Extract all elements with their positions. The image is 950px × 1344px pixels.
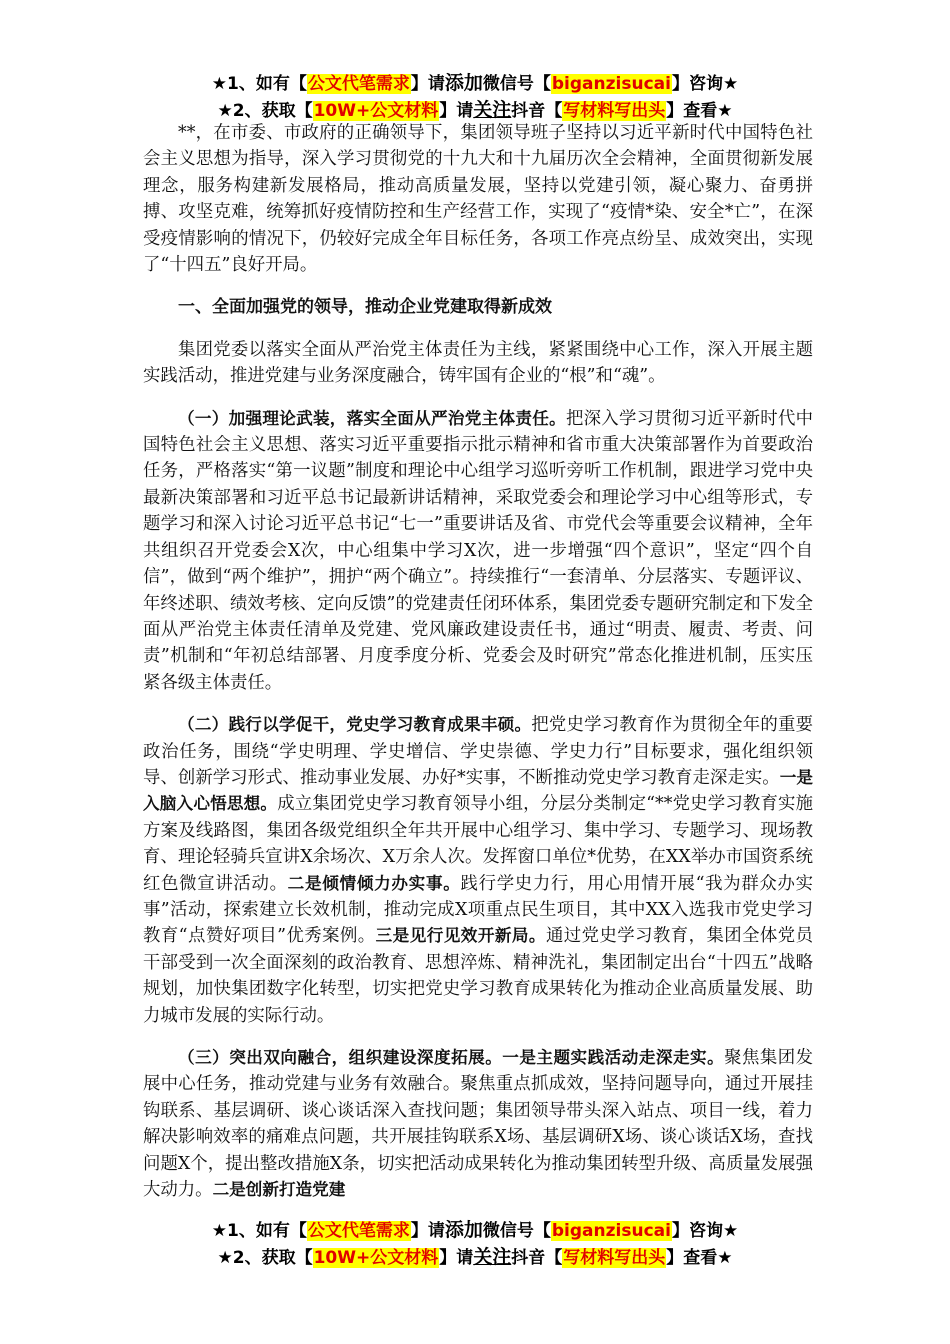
highlight-service: 公文代笔需求 (307, 1221, 410, 1241)
intro-paragraph: **，在市委、市政府的正确领导下，集团领导班子坚持以习近平新时代中国特色社会主义思想为指导，深入学习贯彻党的十九大和十九届历次全会精神，全面贯彻新发展理念，服务构建新发展格局，推动高质量发展，坚持以党建引领，凝心聚力、奋勇拼搏、攻坚克难，统筹抓好疫情防控和生产经营工作，实现了“疫情*染、安全*亡”，在深受疫情影响的情况下，仍较好完成全年目标任务，各项工作亮点纷呈、成效突出，实现了“十四五”良好开局。 (143, 123, 813, 276)
promo-line-2: ★2、获取【10W+公文材料】请关注抖音【写材料写出头】查看★ (217, 99, 733, 121)
highlight-materials: 10W+公文材料 (313, 101, 439, 121)
subsection-1: （一）加强理论武装，落实全面从严治党主体责任。把深入学习贯彻习近平新时代中国特色社会主义思想、落实习近平重要指示批示精神和省市重大决策部署作为首要政治任务，严格落实“第一议题”制度和理论中心组学习巡听旁听工作机制，跟进学习党中央最新决策部署和习近平总书记最新讲话精神，采取党委会和理论学习中心组等形式，专题学习和深入讨论习近平总书记“七一”重要讲话及省、市党代会等重要会议精神，全年共组织召开党委会X次，中心组集中学习X次，进一步增强“四个意识”，坚定“四个自信”，做到“两个维护”，拥护“两个确立”。持续推行“一套清单、分层落实、专题评议、年终述职、绩效考核、定向反馈”的党建责任闭环体系，集团党委专题研究制定和下发全面从严治党主体责任清单及党建、党风廉政建设责任书，通过“明责、履责、考责、问责”机制和“年初总结部署、月度季度分析、党委会及时研究”常态化推进机制，压实压紧各级主体责任。 (143, 408, 813, 693)
promo-line-1: ★1、如有【公文代笔需求】请添加微信号【biganzisucai】咨询★ (211, 72, 739, 94)
subsection-title: （二）践行以学促干，党史学习教育成果丰硕。 (178, 715, 532, 735)
subsection-3: （三）突出双向融合，组织建设深度拓展。一是主题实践活动走深走实。聚焦集团发展中心任务，推动党建与业务有效融合。聚焦重点抓成效，坚持问题导向，通过开展挂钩联系、基层调研、谈心谈话深入查找问题；集团领导带头深入站点、项目一线，着力解决影响效率的痛难点问题，共开展挂钩联系X场、基层调研X场、谈心谈话X场，查找问题X个，提出整改措施X条，切实把活动成果转化为推动集团转型升级、高质量发展强大动力。二是创新打造党建 (143, 1048, 814, 1201)
highlight-materials: 10W+公文材料 (313, 1248, 439, 1268)
subsection-title: （三）突出双向融合，组织建设深度拓展。 (178, 1048, 503, 1067)
section-paragraph: 集团党委以落实全面从严治党主体责任为主线，紧紧围绕中心工作，深入开展主题实践活动，推进党建与业务深度融合，铸牢国有企业的“根”和“魂”。 (143, 339, 813, 387)
promo-banner-bottom (0, 1217, 950, 1271)
douyin-account[interactable]: 写材料写出头 (563, 1248, 666, 1268)
promo-banner-top (0, 70, 950, 124)
section-heading: 一、全面加强党的领导，推动企业党建取得新成效 (178, 297, 552, 318)
highlight-service: 公文代笔需求 (307, 74, 410, 94)
subsection-2: （二）践行以学促干，党史学习教育成果丰硕。把党史学习教育作为贯彻全年的重要政治任务，围绕“学史明理、学史增信、学史崇德、学史力行”目标要求，强化组织领导、创新学习形式、推动事业发展、办好*实事，不断推动党史学习教育走深走实。一是入脑入心悟思想。成立集团党史学习教育领导小组，分层分类制定“**党史学习教育实施方案及线路图，集团各级党组织全年共开展中心组学习、集中学习、专题学习、现场教育、理论轻骑兵宣讲X余场次、X万余人次。发挥窗口单位*优势，在XX举办市国资系统红色微宣讲活动。二是倾情倾力办实事。践行学史力行，用心用情开展“我为群众办实事”活动，探索建立长效机制，推动完成X项重点民生项目，其中XX入选我市党史学习教育“点赞好项目”优秀案例。三是见行见效开新局。通过党史学习教育，集团全体党员干部受到一次全面深刻的政治教育、思想淬炼、精神洗礼，集团制定出台“十四五”战略规划，加快集团数字化转型，切实把党史学习教育成果转化为推动企业高质量发展、助力城市发展的实际行动。 (143, 715, 814, 1026)
wechat-id[interactable]: biganzisucai (551, 74, 671, 94)
douyin-account[interactable]: 写材料写出头 (563, 101, 666, 121)
document-body (143, 120, 813, 1219)
subsection-title: （一）加强理论武装，落实全面从严治党主体责任。 (178, 408, 566, 428)
promo-line-1: ★1、如有【公文代笔需求】请添加微信号【biganzisucai】咨询★ (211, 1219, 739, 1241)
wechat-id[interactable]: biganzisucai (551, 1221, 671, 1241)
promo-line-2: ★2、获取【10W+公文材料】请关注抖音【写材料写出头】查看★ (217, 1246, 733, 1268)
